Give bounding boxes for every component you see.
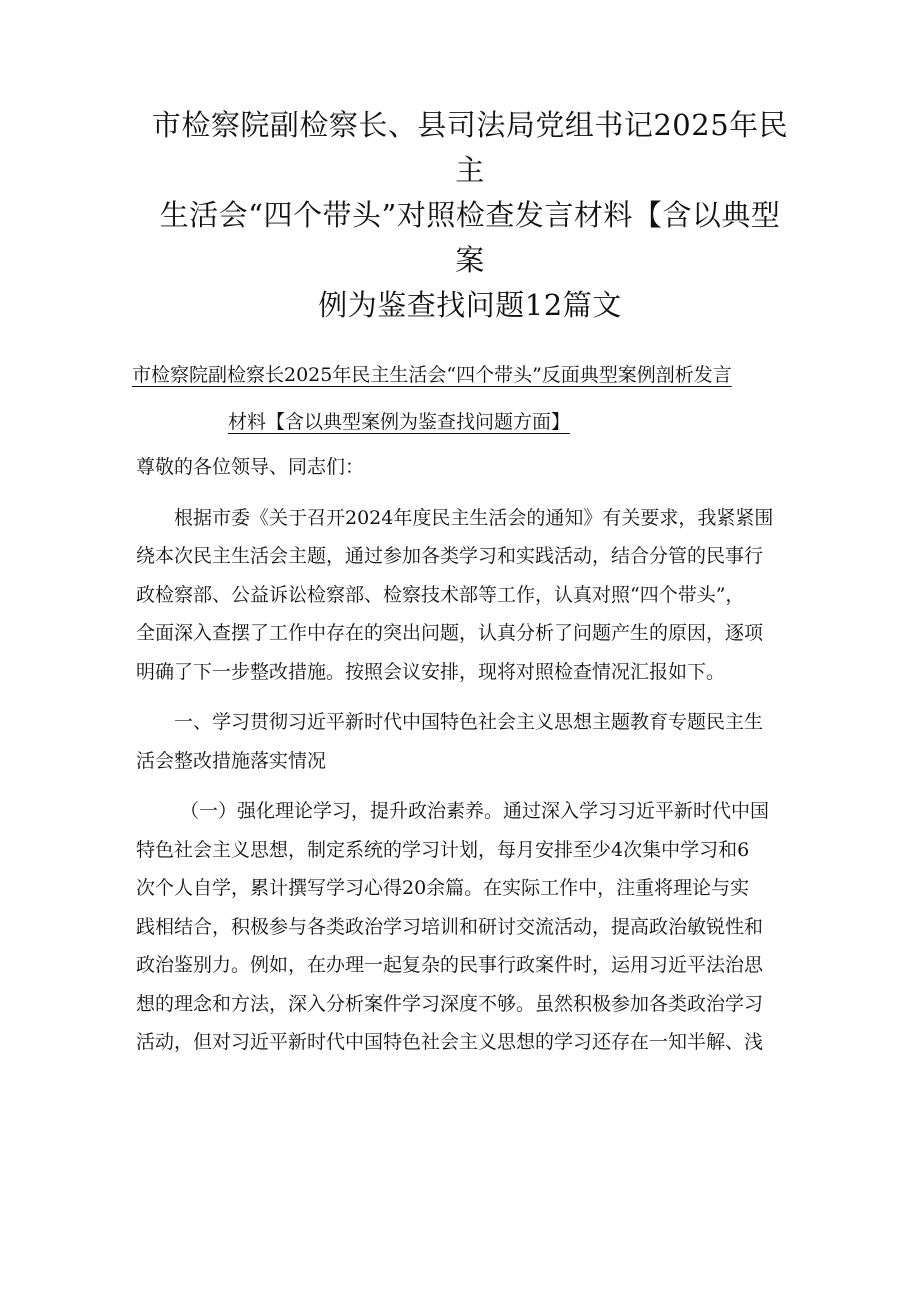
heading-line: 活会整改措施落实情况 (136, 749, 327, 772)
paragraph-line: （一）强化理论学习，提升政治素养。通过深入学习习近平新时代中国 (180, 800, 770, 822)
title-line-1: 市检察院副检察长、县司法局党组书记2025年民主 (151, 108, 789, 187)
document-body (136, 448, 796, 1062)
paragraph-line: 活动，但对习近平新时代中国特色社会主义思想的学习还存在一知半解、浅 (136, 1031, 764, 1053)
paragraph-2 (136, 792, 796, 1062)
title-line-3: 例为鉴查找问题12篇文 (318, 288, 622, 322)
document-title (150, 103, 790, 328)
paragraph-line: 特色社会主义思想，制定系统的学习计划，每月安排至少4次集中学习和6 (136, 838, 750, 861)
section-heading-1 (136, 703, 796, 780)
paragraph-line: 次个人自学，累计撰写学习心得20余篇。在实际工作中，注重将理论与实 (136, 877, 750, 899)
subtitle-line-2: 材料【含以典型案例为鉴查找问题方面】 (228, 411, 571, 433)
spacer (136, 691, 796, 703)
paragraph-1 (136, 499, 796, 692)
paragraph-line: 想的理念和方法，深入分析案件学习深度不够。虽然积极参加各类政治学习 (136, 992, 764, 1015)
salutation: 尊敬的各位领导、同志们： (136, 456, 365, 478)
paragraph-line: 政治鉴别力。例如，在办理一起复杂的民事行政案件时，运用习近平法治思 (136, 954, 764, 976)
paragraph-line: 践相结合，积极参与各类政治学习培训和研讨交流活动，提高政治敏锐性和 (136, 915, 764, 938)
spacer (136, 487, 796, 499)
paragraph-line: 根据市委《关于召开2024年度民主生活会的通知》有关要求，我紧紧围 (174, 506, 774, 529)
heading-line: 一、学习贯彻习近平新时代中国特色社会主义思想主题教育专题民主生 (174, 711, 764, 733)
paragraph-line: 明确了下一步整改措施。按照会议安排，现将对照检查情况汇报如下。 (136, 660, 726, 683)
paragraph-line: 政检察部、公益诉讼检察部、检察技术部等工作，认真对照“四个带头”， (136, 583, 745, 606)
article-subtitle (120, 352, 810, 446)
subtitle-line-1: 市检察院副检察长2025年民主生活会“四个带头”反面典型案例剖析发言 (132, 364, 732, 386)
title-line-2: 生活会“四个带头”对照检查发言材料【含以典型案 (159, 198, 781, 277)
spacer (136, 780, 796, 792)
paragraph-line: 全面深入查摆了工作中存在的突出问题，认真分析了问题产生的原因，逐项 (136, 622, 764, 644)
paragraph-line: 绕本次民主生活会主题，通过参加各类学习和实践活动，结合分管的民事行 (136, 545, 764, 567)
